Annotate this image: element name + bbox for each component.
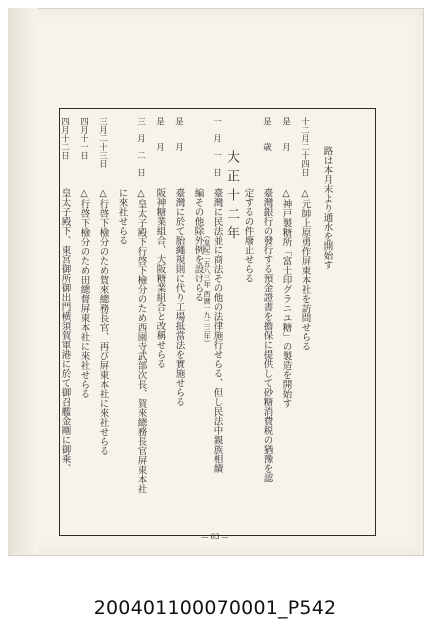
entry-text-continued: 編その他除外例を設けらる — [192, 188, 204, 302]
entry-date: 三月二十三日 — [97, 117, 108, 168]
body-line-text: 路は本月末より通水を開始す — [321, 146, 333, 270]
year-heading: 大正十二年 — [224, 150, 239, 245]
entry-text: 皇太子殿下、東宮御所御出門横須賀軍港に於て御召艦金剛に御乘、 — [59, 188, 71, 473]
entry-text: △皇太子殿下行啓下檢分のため西園寺武部次長、賀來總務長官屏東本社 — [135, 188, 147, 494]
entry-date: 四月十二日 — [59, 117, 70, 160]
page-spine-shadow — [8, 8, 38, 554]
entry-date: 是 月 — [173, 117, 184, 151]
entry-text: 阪神糖業組合、大阪糖業組合と改稱せらる — [154, 188, 166, 369]
page-number: — 63 — — [201, 533, 229, 541]
entry-text: △元帥上原勇作屏東本社を訪問せらる — [299, 188, 311, 351]
entry-text: 臺灣銀行の發行する預金證書を擔保に提供して砂糖消費税の猶豫を認 — [261, 188, 273, 483]
entry-date: 一 月 一 日 — [211, 117, 222, 177]
entry-text: 臺灣に於て胎繩規則に代り工場抵當法を實施せらる — [173, 188, 185, 407]
entry-text: △行啓下檢分のため田總督屏東本社に來社せらる — [78, 188, 90, 399]
entry-text-continued: に來社せらる — [116, 188, 128, 245]
entry-text-continued: 定するの件廢止せらる — [242, 188, 254, 283]
document-id-caption: 200401100070001_P542 — [93, 597, 337, 619]
entry-date: 是 月 — [154, 117, 165, 151]
entry-date: 三 月 二 日 — [135, 117, 146, 177]
year-heading-note: （皇紀二五八三年 西暦一九二三年） — [203, 232, 211, 347]
entry-date: 四月十一日 — [78, 117, 89, 160]
entry-date: 是 月 — [280, 117, 291, 151]
entry-text: △神戸製糖所「富士印グラニユ糖」の製造を開始す — [280, 188, 292, 408]
entry-date: 是 歳 — [261, 117, 272, 151]
entry-date: 十二月二十四日 — [299, 117, 310, 177]
entry-text: 臺灣に民法並に商法その他の法律施行せらる、但し民法中親族相續 — [211, 188, 223, 473]
entry-text: △行啓下檢分のため賀來總務長官、再び屏東本社に來社せらる — [97, 188, 109, 456]
